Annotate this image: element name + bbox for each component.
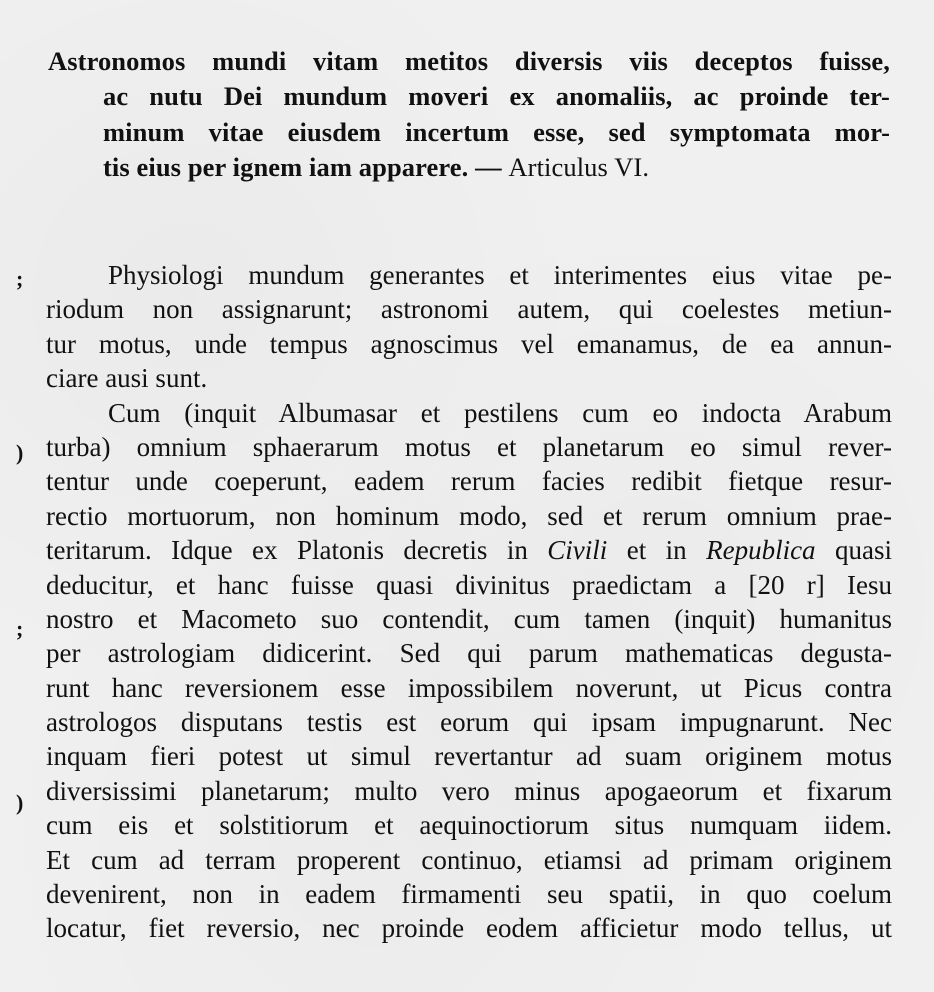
margin-mark: ; [16,616,24,641]
margin-mark: ; [16,266,24,291]
italic-title-republica: Republica [706,535,816,566]
heading-line: ac nutu Dei mundum moveri ex anomaliis, ac proinde ter- [103,81,890,112]
text-line: Cum (inquit Albumasar et pestilens cum eo indocta Arabum [108,397,892,428]
article-heading [48,44,890,185]
text-line: Physiologi mundum generantes et interimentes eius vitae pe- [108,260,892,290]
text-line: Et cum ad terram properent continuo, etiamsi ad primam originem [46,844,892,875]
text-line: tentur unde coeperunt, eadem rerum facies redibit fietque resur- [46,466,892,497]
text-line: nostro et Macometo suo contendit, cum tamen (inquit) humanitus [46,603,892,634]
heading-line-last [48,150,890,185]
heading-line: minum vitae eiusdem incertum esse, sed symptomata mor- [103,116,890,147]
text-line [46,533,892,567]
text-line: deducitur, et hanc fuisse quasi divinitus praedictam a [20 r] Iesu [46,569,892,600]
text-line: locatur, fiet reversio, nec proinde eodem afficietur modo tellus, ut [46,913,892,944]
text-fragment: et in [607,535,707,566]
text-line: tur motus, unde tempus agnoscimus vel emanamus, de ea annun- [46,328,892,359]
text-line: turba) omnium sphaerarum motus et planetarum eo simul rever- [46,431,892,462]
articulus-label: Articulus VI. [508,151,650,182]
text-line: devenirent, non in eadem firmamenti seu spatii, in quo coelum [46,879,892,910]
text-line: per astrologiam didicerint. Sed qui parum mathematicas degusta- [46,638,892,669]
text-fragment: quasi [815,535,892,566]
text-line: diversissimi planetarum; multo vero minus apogaeorum et fixarum [46,775,892,806]
margin-mark: ) [16,790,24,815]
text-line: inquam fieri potest ut simul revertantur ad suam originem motus [46,741,892,772]
text-line: cum eis et solstitiorum et aequinoctiorum situs numquam iidem. [46,810,892,841]
text-line: ciare ausi sunt. [46,363,208,394]
italic-title-civili: Civili [547,535,608,566]
text-line: rectio mortuorum, non hominum modo, sed et rerum omnium prae- [46,500,892,531]
text-line: runt hanc reversionem esse impossibilem noverunt, ut Picus contra [46,672,892,703]
heading-line-text: tis eius per ignem iam apparere. — [103,151,502,182]
text-line: astrologos disputans testis est eorum qui ipsam impugnarunt. Nec [46,707,892,738]
body-text [46,258,892,946]
margin-mark: ) [16,440,24,465]
text-line: riodum non assignarunt; astronomi autem, qui coelestes metiun- [46,294,892,325]
text-fragment: teritarum. Idque ex Platonis decretis in [46,535,548,566]
heading-line: Astronomos mundi vitam metitos diversis viis deceptos fuisse, [48,46,890,76]
